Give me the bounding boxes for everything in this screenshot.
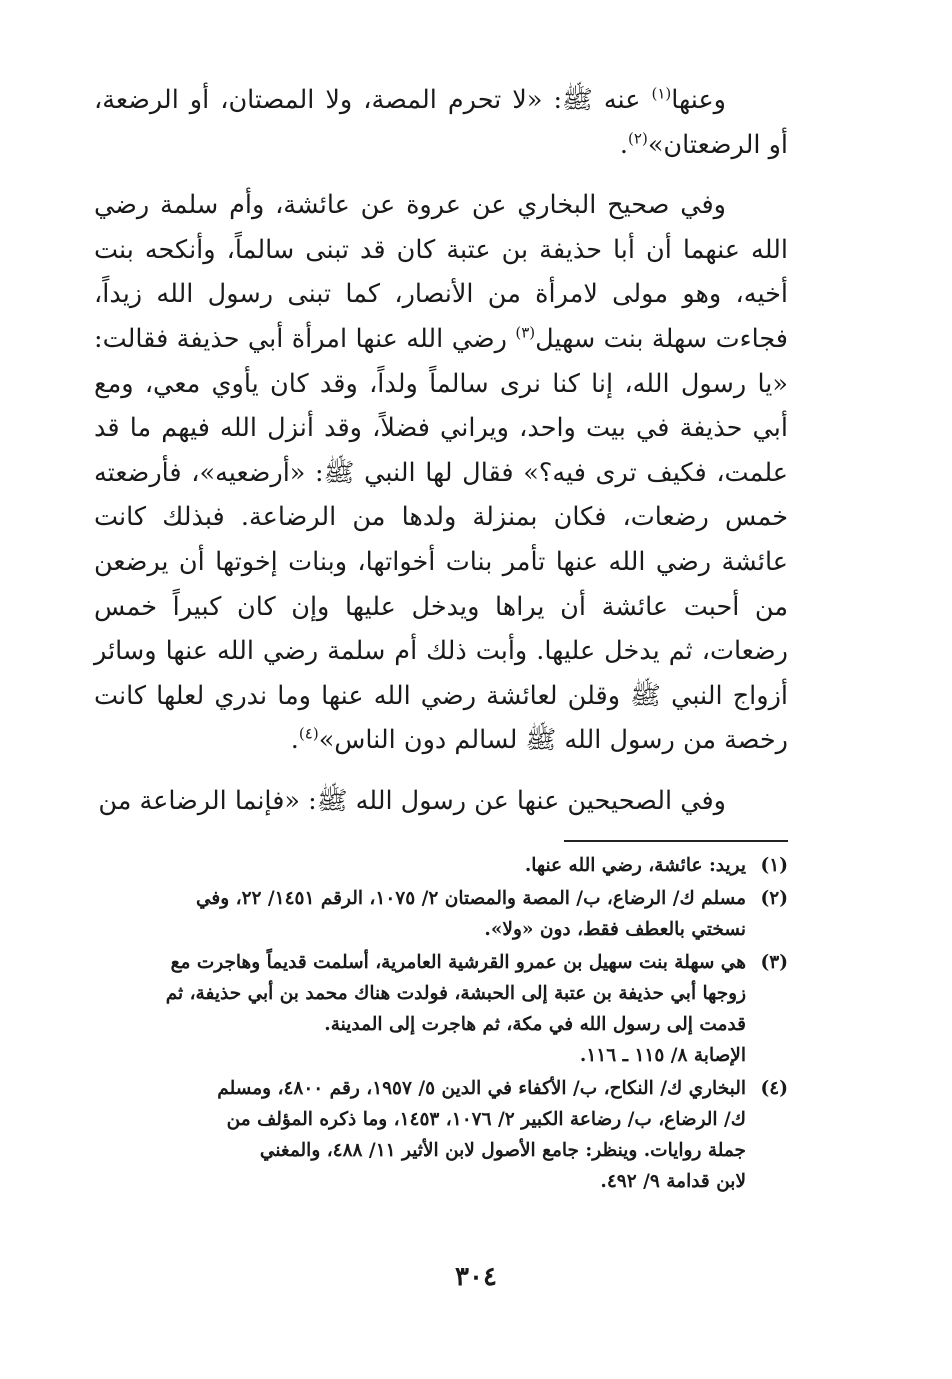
- footnote-3: [94, 947, 788, 1071]
- para1-text-b: عنه ﷺ: «لا تحرم المصة، ولا المصتان، أو الرضعة،: [94, 85, 641, 115]
- para3-text: وفي الصحيحين عنها عن رسول الله ﷺ: «فإنما الرضاعة من: [98, 785, 726, 816]
- footnote-line: لابن قدامة ٩/ ٤٩٢.: [600, 1171, 746, 1192]
- footnote-ref-4[interactable]: (٤): [298, 724, 319, 743]
- footnote-line: هي سهلة بنت سهيل بن عمرو القرشية العامرية، أسلمت قديماً وهاجرت مع: [170, 952, 746, 973]
- para2-text-b: رضي الله عنها امرأة أبي حذيفة فقالت: «يا رسول الله، إنا كنا نرى سالماً ولداً، وقد كان يأوي معي، ومع أبي حذيفة في بيت واحد، ويراني فضلاً، وقد أنزل الله فيهم ما قد علمت، فكيف ترى فيه؟» فقال لها النبي ﷺ: «أرضعيه»، فأرضعته خمس رضعات، فكان بمنزلة ولدها من الرضاعة. فبذلك كانت عائشة رضي الله عنها تأمر بنات أخواتها، وبنات إخوتها أن يرضعن من أحبت عائشة أن يراها ويدخل عليها وإن كان كبيراً خمس رضعات، ثم يدخل عليها. وأبت ذلك أم سلمة رضي الله عنها وسائر أزواج النبي ﷺ وقلن لعائشة رضي الله عنها وما ندري لعلها كانت رخصة من رسول الله ﷺ لسالم دون الناس»: [94, 323, 788, 756]
- main-text: [94, 78, 788, 824]
- footnote-ref-3[interactable]: (٣): [515, 323, 536, 342]
- footnote-text: [94, 1073, 746, 1197]
- footnote-text: [94, 850, 746, 881]
- footnote-line: قدمت إلى رسول الله في مكة، ثم هاجرت إلى المدينة.: [324, 1014, 746, 1035]
- para2-text-a: وفي صحيح البخاري عن عروة عن عائشة، وأم سلمة رضي الله عنهما أن أبا حذيفة بن عتبة كان قد تبنى سالماً، وأنكحه بنت أخيه، وهو مولى لامرأة من الأنصار، كما تبنى رسول الله زيداً، فجاءت سهلة بنت سهيل: [94, 190, 788, 354]
- footnote-4: [94, 1073, 788, 1197]
- paragraph-1: [94, 78, 788, 167]
- footnote-text: [94, 883, 746, 945]
- footnote-line: البخاري ك/ النكاح، ب/ الأكفاء في الدين ٥/ ١٩٥٧، رقم ٤٨٠٠، ومسلم: [217, 1078, 746, 1099]
- footnotes: [94, 850, 788, 1199]
- para1-text-a: وعنها: [671, 85, 726, 115]
- footnote-number: (٤): [760, 1078, 788, 1099]
- footnote-line: الإصابة ٨/ ١١٥ ـ ١١٦.: [579, 1045, 746, 1066]
- footnote-line: يريد: عائشة، رضي الله عنها.: [524, 855, 746, 876]
- footnote-line: مسلم ك/ الرضاع، ب/ المصة والمصتان ٢/ ١٠٧٥، الرقم ١٤٥١/ ٢٢، وفي: [195, 888, 746, 909]
- footnote-line: ك/ الرضاع، ب/ رضاعة الكبير ٢/ ١٠٧٦، ١٤٥٣، وما ذكره المؤلف من: [226, 1109, 746, 1130]
- footnote-1: [94, 850, 788, 881]
- footnote-ref-1[interactable]: (١): [651, 84, 672, 103]
- paragraph-2: [94, 183, 788, 763]
- footnote-ref-2[interactable]: (٢): [628, 129, 648, 148]
- para2-text-c: .: [290, 725, 299, 756]
- paragraph-3: [94, 779, 788, 824]
- footnote-number: (١): [760, 855, 788, 876]
- footnote-number: (٣): [760, 952, 788, 973]
- page-number: ٣٠٤: [455, 1262, 497, 1292]
- footnote-divider: [564, 840, 788, 842]
- footnote-line: زوجها أبي حذيفة بن عتبة إلى الحبشة، فولدت هناك محمد بن أبي حذيفة، ثم: [165, 983, 746, 1004]
- footnote-line: نسختي بالعطف فقط، دون «ولا».: [484, 919, 746, 940]
- footnote-number: (٢): [760, 888, 788, 909]
- para1-text-d: .: [619, 129, 629, 160]
- footnote-2: [94, 883, 788, 945]
- footnote-text: [94, 947, 746, 1071]
- footnote-line: جملة روايات. وينظر: جامع الأصول لابن الأثير ١١/ ٤٨٨، والمغني: [259, 1140, 746, 1161]
- para1-text-c: أو الرضعتان»: [647, 129, 788, 160]
